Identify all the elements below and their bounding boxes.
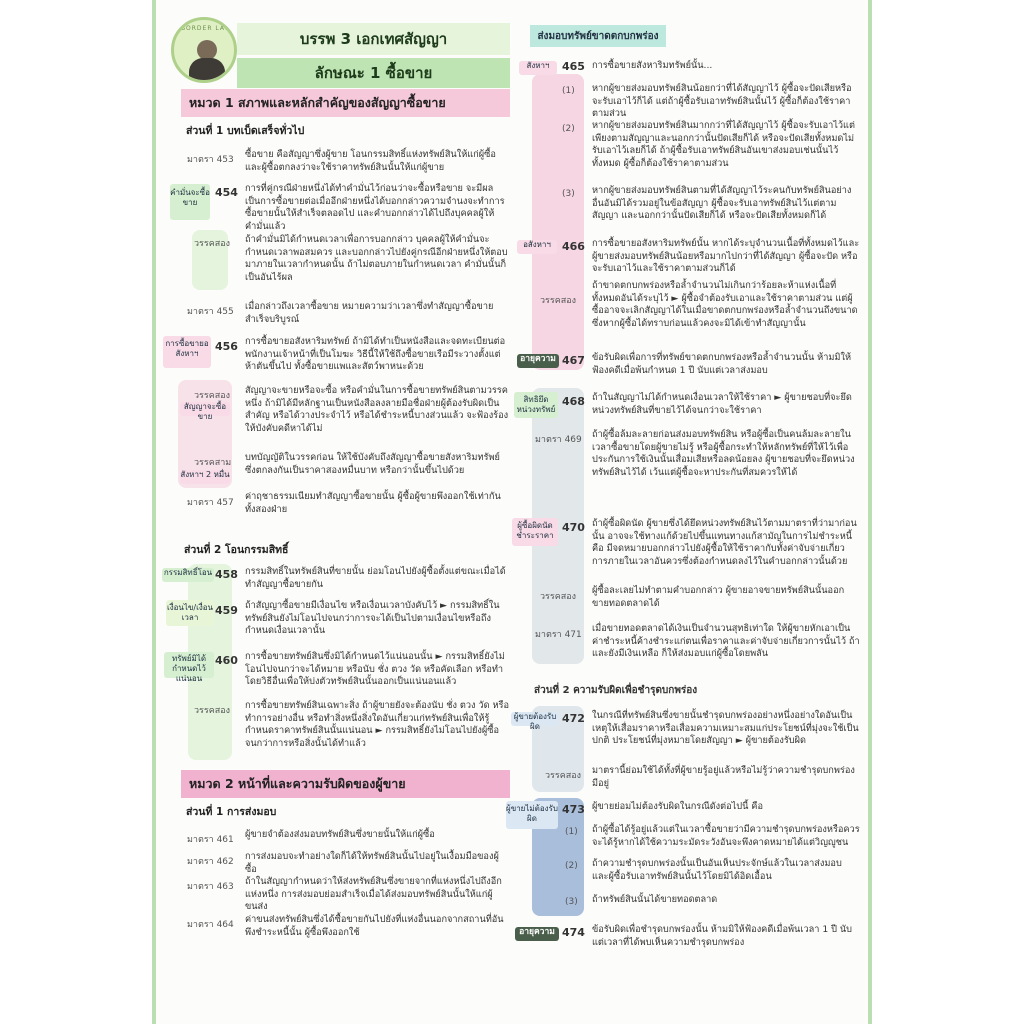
section-number: 470	[562, 521, 585, 534]
chapter-2-part-1: ส่วนที่ 1 การส่งมอบ	[186, 806, 277, 818]
section-number: 454	[215, 186, 238, 199]
section-number: 473	[562, 803, 585, 816]
item-label: (2)	[562, 124, 575, 134]
section-text: เมื่อกล่าวถึงเวลาซื้อขาย หมายความว่าเวลาซึ่งทำสัญญาซื้อขายสำเร็จบริบูรณ์	[245, 301, 494, 325]
section-number: 456	[215, 340, 238, 353]
section-label: วรรคสอง	[540, 296, 577, 306]
section-text: การที่คู่กรณีฝ่ายหนึ่งได้ทำคำมั่นไว้ก่อนว่าจะซื้อหรือขาย จะมีผลเป็นการซื้อขายต่อเมื่ออีกฝ่ายหนึ่งได้บอกกล่าวความจำนงจะทำการซื้อขายนั้นให้สำเร็จตลอดไป และคำบอกกล่าวได้ไปถึงบุคคลผู้ให้คำมั่นแล้ว	[245, 183, 505, 232]
section-label: วรรคสอง	[194, 706, 231, 716]
logo-figure-robe	[189, 58, 225, 83]
section-text: สัญญาจะขายหรือจะซื้อ หรือคำมั่นในการซื้อขายทรัพย์สินตามวรรคหนึ่ง ถ้ามิได้มีหลักฐานเป็นหนังสือลงลายมือชื่อฝ่ายผู้ต้องรับผิดเป็นสำคัญ หรือได้วางประจำไว้ หรือได้ชำระหนี้บางส่วนแล้ว จะฟ้องร้องให้บังคับคดีหาได้ไม่	[245, 385, 509, 434]
section-tag: การซื้อขายอสังหาฯ	[163, 336, 211, 368]
item-label: (3)	[562, 189, 575, 199]
section-tag: สิทธิยึดหน่วงทรัพย์	[514, 392, 558, 418]
item-label: (1)	[562, 86, 575, 96]
section-tag: สังหาฯ	[519, 61, 557, 75]
section-stripe	[532, 74, 584, 370]
section-label: มาตรา 461	[187, 835, 234, 845]
section-text: ค่าขนส่งทรัพย์สินซึ่งได้ซื้อขายกันไปยังที่แห่งอื่นนอกจากสถานที่อันพึงชำระหนี้นั้น ผู้ซื้อพึงออกใช้	[245, 914, 504, 938]
page-subtitle: ลักษณะ 1 ซื้อขาย	[237, 58, 510, 88]
section-label: มาตรา 463	[187, 882, 234, 892]
section-text: ซื้อขาย คือสัญญาซึ่งผู้ขาย โอนกรรมสิทธิ์แห่งทรัพย์สินให้แก่ผู้ซื้อ และผู้ซื้อตกลงว่าจะใช้ราคาทรัพย์สินนั้นให้แก่ผู้ขาย	[245, 149, 496, 173]
statute-of-limitations-tag: อายุความ	[515, 927, 559, 941]
part-2-title: ส่วนที่ 2 โอนกรรมสิทธิ์	[184, 544, 289, 556]
item-label: (1)	[565, 827, 578, 837]
statute-of-limitations-tag: อายุความ	[517, 354, 559, 368]
section-text: หากผู้ขายส่งมอบทรัพย์สินมากกว่าที่ได้สัญญาไว้ ผู้ซื้อจะรับเอาไว้แต่เพียงตามสัญญาและนอกกว่านั้นปัดเสียก็ได้ หรือจะปัดเสียทั้งหมดไม่รับเอาไว้เลยก็ได้ ถ้าผู้ซื้อรับเอาทรัพย์สินอันเขาส่งมอบเช่นนั้นไว้ทั้งหมด ผู้ซื้อก็ต้องใช้ราคาตามส่วน	[592, 120, 855, 169]
section-tag: ทรัพย์มิได้กำหนดไว้แน่นอน	[164, 652, 214, 678]
section-number: 466	[562, 240, 585, 253]
section-text: ค่าฤชาธรรมเนียมทำสัญญาซื้อขายนั้น ผู้ซื้อผู้ขายพึงออกใช้เท่ากันทั้งสองฝ่าย	[245, 491, 501, 515]
item-label: (2)	[565, 861, 578, 871]
part-1-title: ส่วนที่ 1 บทเบ็ดเสร็จทั่วไป	[186, 125, 305, 137]
section-label: มาตรา 455	[187, 307, 234, 317]
chapter-2-title: หมวด 2 หน้าที่และความรับผิดของผู้ขาย	[181, 770, 510, 798]
section-text: การซื้อขายทรัพย์สินซึ่งมิได้กำหนดไว้แน่นอนนั้น ► กรรมสิทธิ์ยังไม่โอนไปจนกว่าจะได้หมาย หรือนับ ชั่ง ตวง วัด หรือคัดเลือก หรือทำโดยวิธีอื่นเพื่อให้บ่งตัวทรัพย์สินนั้นออกเป็นแน่นอนแล้ว	[245, 651, 505, 687]
section-text: ถ้าสัญญาซื้อขายมีเงื่อนไข หรือเงื่อนเวลาบังคับไว้ ► กรรมสิทธิ์ในทรัพย์สินยังไม่โอนไปจนกว่าการจะได้เป็นไปตามเงื่อนไขหรือถึงกำหนดเงื่อนเวลานั้น	[245, 600, 500, 636]
section-text: ถ้าคำมั่นมิได้กำหนดเวลาเพื่อการบอกกล่าว บุคคลผู้ให้คำมั่นจะกำหนดเวลาพอสมควร และบอกกล่าวไปยังคู่กรณีอีกฝ่ายหนึ่งให้ตอบมาภายในเวลากำหนดนั้น ถ้าไม่ตอบภายในกำหนดเวลา คำมั่นนั้นก็เป็นอันไร้ผล	[245, 234, 508, 283]
section-text: ข้อรับผิดเพื่อชำรุดบกพร่องนั้น ห้ามมิให้ฟ้องคดีเมื่อพ้นเวลา 1 ปี นับแต่เวลาที่ได้พบเห็นความชำรุดบกพร่อง	[592, 924, 852, 948]
section-tag: สังหาฯ 2 หมื่น	[180, 470, 230, 484]
section-text: การซื้อขายทรัพย์สินเฉพาะสิ่ง ถ้าผู้ขายยังจะต้องนับ ชั่ง ตวง วัด หรือทำการอย่างอื่น หรือทำสิ่งหนึ่งสิ่งใดอันเกี่ยวแก่ทรัพย์สินเพื่อให้รู้กำหนดราคาทรัพย์สินนั้นแน่นอน ► กรรมสิทธิ์ยังไม่โอนไปยังผู้ซื้อจนกว่าการหรือสิ่งนั้นได้ทำแล้ว	[245, 700, 509, 749]
section-text: มาตรานี้ย่อมใช้ได้ทั้งที่ผู้ขายรู้อยู่แล้วหรือไม่รู้ว่าความชำรุดบกพร่องมีอยู่	[592, 765, 855, 789]
section-tag: กรรมสิทธิ์โอน	[162, 568, 214, 582]
right-part-2-title: ส่วนที่ 2 ความรับผิดเพื่อชำรุดบกพร่อง	[534, 685, 698, 696]
page-title: บรรพ 3 เอกเทศสัญญา	[237, 23, 510, 55]
section-text: ผู้ขายจำต้องส่งมอบทรัพย์สินซึ่งขายนั้นให้แก่ผู้ซื้อ	[245, 829, 435, 840]
section-label: มาตรา 464	[187, 920, 234, 930]
section-tag: ผู้ขายต้องรับผิด	[511, 712, 559, 726]
section-label: วรรคสอง	[194, 239, 231, 249]
section-text: ถ้าผู้ซื้อผิดนัด ผู้ขายซึ่งได้ยึดหน่วงทรัพย์สินไว้ตามมาตราที่ว่ามาก่อนนั้น อาจจะใช้ทางแก้ด้วยไปขึ้นแทนทางแก้สามัญในการไม่ชำระหนี้คือ มีจดหมายบอกกล่าวไปยังผู้ซื้อให้ใช้ราคากับทั้งค่าจับจ่ายเกี่ยวการภายในเวลาอันควรซึ่งต้องกำหนดลงไว้ในคำบอกกล่าวนั้นด้วย	[592, 518, 857, 567]
section-text: เมื่อขายทอดตลาดได้เงินเป็นจำนวนสุทธิเท่าใด ให้ผู้ขายหักเอาเป็นค่าชำระหนี้ค้างชำระแก่ตนเพื่อราคาและค่าจับจ่ายเกี่ยวการนั้นไว้ ถ้าและยังมีเงินเหลือ ก็ให้ส่งมอบแก่ผู้ซื้อโดยพลัน	[592, 623, 860, 659]
section-number: 467	[562, 354, 585, 367]
section-tag: อสังหาฯ	[517, 240, 557, 254]
section-label: มาตรา 469	[535, 435, 582, 445]
section-label: วรรคสาม	[194, 458, 232, 468]
section-number: 460	[215, 654, 238, 667]
section-text: กรรมสิทธิ์ในทรัพย์สินที่ขายนั้น ย่อมโอนไปยังผู้ซื้อตั้งแต่ขณะเมื่อได้ทำสัญญาซื้อขายกัน	[245, 566, 506, 590]
section-text: ผู้ขายย่อมไม่ต้องรับผิดในกรณีดังต่อไปนี้ คือ	[592, 801, 763, 812]
section-text: ถ้าทรัพย์สินนั้นได้ขายทอดตลาด	[592, 894, 718, 905]
section-text: ผู้ซื้อละเลยไม่ทำตามคำบอกกล่าว ผู้ขายอาจขายทรัพย์สินนั้นออกขายทอดตลาดได้	[592, 585, 845, 609]
section-text: การซื้อขายอสังหาริมทรัพย์นั้น หากได้ระบุจำนวนเนื้อที่ทั้งหมดไว้และผู้ขายส่งมอบทรัพย์สินน้อยหรือมากไปกว่าที่ได้สัญญา ผู้ซื้อจะปัด หรือจะรับเอาไว้และใช้ราคาตามส่วนก็ได้	[592, 238, 860, 274]
section-number: 459	[215, 604, 238, 617]
section-number: 474	[562, 926, 585, 939]
section-number: 468	[562, 395, 585, 408]
section-text: การส่งมอบจะทำอย่างใดก็ได้ให้ทรัพย์สินนั้นไปอยู่ในเงื้อมมือของผู้ซื้อ	[245, 851, 499, 875]
section-text: ถ้าขาดตกบกพร่องหรือล้ำจำนวนไม่เกินกว่าร้อยละห้าแห่งเนื้อที่ทั้งหมดอันได้ระบุไว้ ► ผู้ซื้อจำต้องรับเอาและใช้ราคาตามส่วน แต่ผู้ซื้ออาจจะเลิกสัญญาได้ในเมื่อขาดตกบกพร่องหรือล้ำจำนวนถึงขนาดซึ่งหากผู้ซื้อได้ทราบก่อนแล้วคงจะมิได้เข้าทำสัญญานั้น	[592, 280, 858, 329]
section-label: วรรคสอง	[545, 771, 582, 781]
section-text: ถ้าผู้ซื้อล้มละลายก่อนส่งมอบทรัพย์สิน หรือผู้ซื้อเป็นคนล้มละลายในเวลาซื้อขายโดยผู้ขายไม่รู้ หรือผู้ซื้อกระทำให้หลักทรัพย์ที่ให้ไว้เพื่อประกันการใช้เงินนั้นเสื่อมเสียหรือลดน้อยลง ผู้ขายชอบที่จะยึดหน่วงทรัพย์สินไว้ได้ เว้นแต่ผู้ซื้อจะหาประกันที่สมควรให้ได้	[592, 429, 855, 478]
section-text: หากผู้ขายส่งมอบทรัพย์สินน้อยกว่าที่ได้สัญญาไว้ ผู้ซื้อจะปัดเสียหรือจะรับเอาไว้ก็ได้ แต่ถ้าผู้ซื้อรับเอาทรัพย์สินนั้นไว้ ผู้ซื้อก็ต้องใช้ราคาตามส่วน	[592, 83, 852, 119]
section-number: 472	[562, 712, 585, 725]
section-text: ถ้าในสัญญากำหนดว่าให้ส่งทรัพย์สินซึ่งขายจากที่แห่งหนึ่งไปถึงอีกแห่งหนึ่ง การส่งมอบย่อมสำเร็จเมื่อได้ส่งมอบทรัพย์สินนั้นให้แก่ผู้ขนส่ง	[245, 876, 502, 912]
section-text: หากผู้ขายส่งมอบทรัพย์สินตามที่ได้สัญญาไว้ระคนกับทรัพย์สินอย่างอื่นอันมิได้รวมอยู่ในข้อสัญญา ผู้ซื้อจะรับเอาทรัพย์สินไว้แต่ตามสัญญา และนอกกว่านั้นปัดเสียก็ได้ หรือจะปัดเสียทั้งหมดก็ได้	[592, 185, 852, 221]
section-label: มาตรา 471	[535, 630, 582, 640]
section-text: ข้อรับผิดเพื่อการที่ทรัพย์ขาดตกบกพร่องหรือล้ำจำนวนนั้น ห้ามมิให้ฟ้องคดีเมื่อพ้นกำหนด 1 ปี นับแต่เวลาส่งมอบ	[592, 352, 852, 376]
section-text: บทบัญญัติในวรรคก่อน ให้ใช้บังคับถึงสัญญาซื้อขายสังหาริมทรัพย์ซึ่งตกลงกันเป็นราคาสองหมื่นบาท หรือกว่านั้นขึ้นไปด้วย	[245, 452, 500, 476]
chapter-1-title: หมวด 1 สภาพและหลักสำคัญของสัญญาซื้อขาย	[181, 89, 510, 117]
section-tag: สัญญาจะซื้อขาย	[180, 402, 230, 416]
section-tag: เงื่อนไข/เงื่อนเวลา	[166, 600, 214, 626]
logo-figure-head	[197, 40, 217, 60]
section-label: วรรคสอง	[540, 592, 577, 602]
section-label: มาตรา 457	[187, 498, 234, 508]
section-text: ถ้าในสัญญาไม่ได้กำหนดเงื่อนเวลาให้ใช้ราคา ► ผู้ขายชอบที่จะยึดหน่วงทรัพย์สินที่ขายไว้ได้จนกว่าจะใช้ราคา	[592, 392, 852, 416]
section-text: ในกรณีที่ทรัพย์สินซึ่งขายนั้นชำรุดบกพร่องอย่างหนึ่งอย่างใดอันเป็นเหตุให้เสื่อมราคาหรือเสื่อมความเหมาะสมแก่ประโยชน์ที่มุ่งจะใช้เป็นปกติ ประโยชน์ที่มุ่งหมายโดยสัญญา ► ผู้ขายต้องรับผิด	[592, 710, 859, 746]
logo	[171, 17, 237, 83]
section-number: 465	[562, 60, 585, 73]
section-text: การซื้อขายอสังหาริมทรัพย์ ถ้ามิได้ทำเป็นหนังสือและจดทะเบียนต่อพนักงานเจ้าหน้าที่เป็นโมฆะ วิธีนี้ให้ใช้ถึงซื้อขายเรือมีระวางตั้งแต่ห้าตันขึ้นไป ทั้งซื้อขายแพและสัตว์พาหนะด้วย	[245, 336, 506, 372]
section-label: วรรคสอง	[194, 391, 231, 401]
section-tag: คำมั่นจะซื้อขาย	[170, 184, 210, 220]
right-column-header: ส่งมอบทรัพย์ขาดตกบกพร่อง	[530, 25, 666, 47]
section-text: ถ้าความชำรุดบกพร่องนั้นเป็นอันเห็นประจักษ์แล้วในเวลาส่งมอบ และผู้ซื้อรับเอาทรัพย์สินนั้นไว้โดยมิได้อิดเอื้อน	[592, 858, 842, 882]
section-tag: ผู้ซื้อผิดนัดชำระราคา	[512, 518, 558, 546]
section-label: มาตรา 453	[187, 155, 234, 165]
section-label: มาตรา 462	[187, 857, 234, 867]
section-text: ถ้าผู้ซื้อได้รู้อยู่แล้วแต่ในเวลาซื้อขายว่ามีความชำรุดบกพร่องหรือควรจะได้รู้หากได้ใช้ความระมัดระวังอันจะพึงคาดหมายได้แต่วิญญูชน	[592, 824, 860, 848]
logo-text: BORDER LAW	[181, 25, 232, 32]
item-label: (3)	[565, 897, 578, 907]
section-tag: ผู้ขายไม่ต้องรับผิด	[506, 801, 558, 829]
section-number: 458	[215, 568, 238, 581]
section-text: การซื้อขายสังหาริมทรัพย์นั้น...	[592, 60, 713, 71]
